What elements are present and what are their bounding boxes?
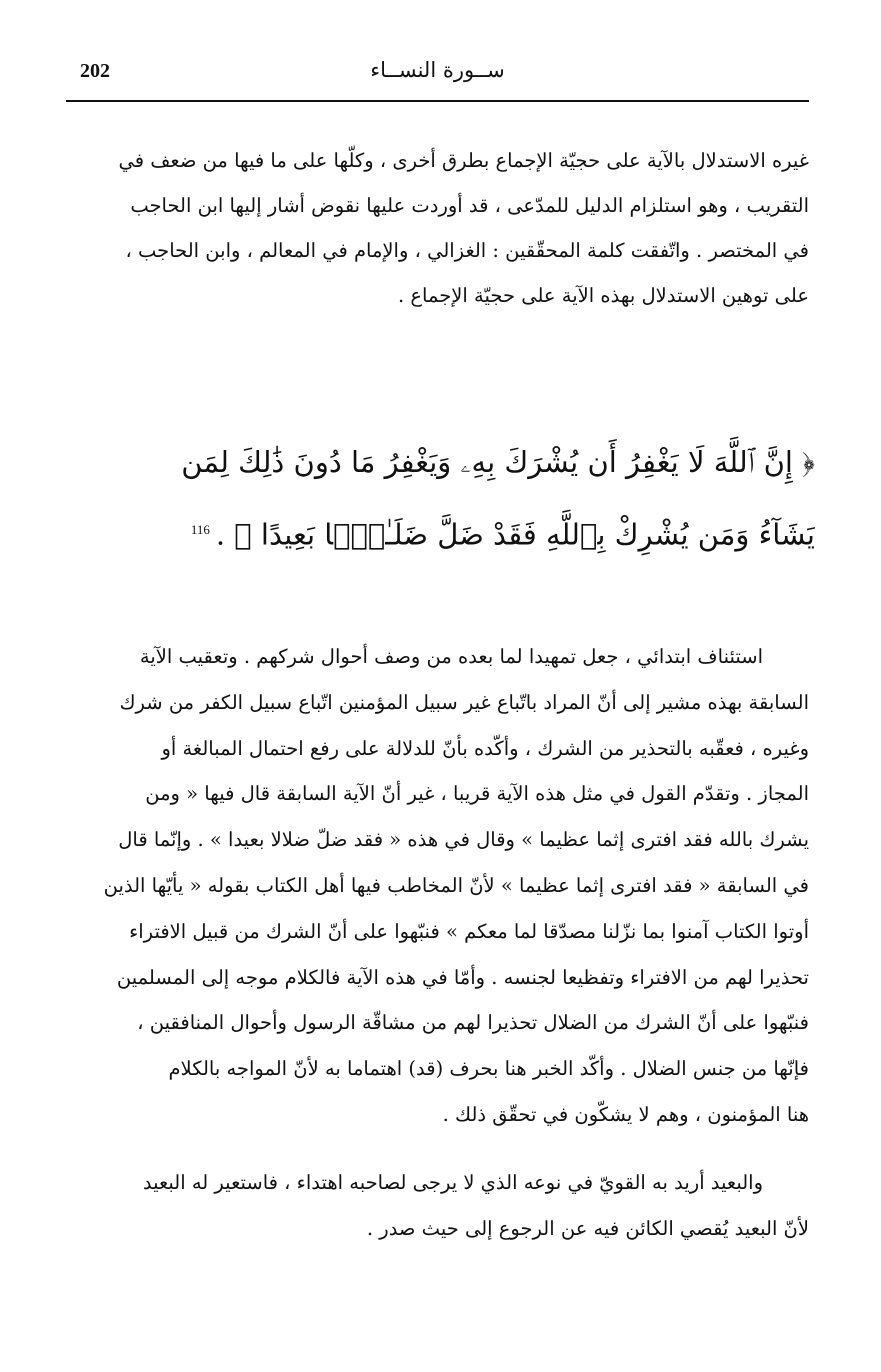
quran-verse — [60, 428, 815, 564]
paragraph-1 — [66, 138, 809, 318]
verse-line-2 — [60, 496, 815, 564]
text-line: التقريب ، وهو استلزام الدليل للمدّعى ، قد أوردت عليها نقوض أشار إليها ابن الحاجب — [130, 194, 809, 217]
paragraph-2 — [66, 634, 809, 1138]
page-number: 202 — [80, 60, 110, 82]
text-line: وغيره ، فعقّبه بالتحذير من الشرك ، وأكّده بأنّ للدلالة على رفع احتمال المبالغة أو — [161, 736, 809, 760]
text-line: المجاز . وتقدّم القول في مثل هذه الآية قريبا ، غير أنّ الآية السابقة قال فيها « ومن — [145, 782, 809, 806]
text-line: استئناف ابتدائي ، جعل تمهيدا لما بعده من وصف أحوال شركهم . وتعقيب الآية — [139, 645, 763, 668]
verse-number: 116 — [190, 522, 210, 537]
text-line: هنا المؤمنون ، وهم لا يشكّون في تحقّق ذلك . — [442, 1102, 809, 1126]
text-line: غيره الاستدلال بالآية على حجيّة الإجماع بطرق أخرى ، وكلّها على ما فيها من ضعف في — [118, 149, 809, 172]
verse-line-2-text: يَشَآءُ وَمَن يُشْرِكْ بِٱللَّهِ فَقَدْ ضَلَّ ضَلَـٰلًۢا بَعِيدًا ﴾ . — [215, 517, 815, 552]
page-header — [66, 52, 809, 102]
text-line: في السابقة « فقد افترى إثما عظيما » لأنّ المخاطب فيها أهل الكتاب بقوله « يأيّها الذين — [103, 873, 809, 897]
verse-line-1: ﴿ إِنَّ ٱللَّهَ لَا يَغْفِرُ أَن يُشْرَكَ بِهِۦ وَيَغْفِرُ مَا دُونَ ذَٰلِكَ لِمَن — [181, 445, 815, 479]
text-line: يشرك بالله فقد افترى إثما عظيما » وقال في هذه « فقد ضلّ ضلالا بعيدا » . وإنّما قال — [118, 828, 809, 852]
text-line: فإنّها من جنس الضلال . وأكّد الخبر هنا بحرف (قد) اهتماما به لأنّ المواجه بالكلام — [168, 1057, 809, 1081]
running-title: ســورة النســاء — [370, 58, 505, 82]
paragraph-3 — [66, 1160, 809, 1252]
text-line: على توهين الاستدلال بهذه الآية على حجيّة الإجماع . — [398, 284, 809, 307]
text-line: فنبّهوا على أنّ الشرك من الضلال تحذيرا لهم من مشاقّة الرسول وأحوال المنافقين ، — [137, 1011, 809, 1035]
text-line: في المختصر . واتّفقت كلمة المحقّقين : الغزالي ، والإمام في المعالم ، وابن الحاجب ، — [125, 239, 809, 262]
text-line: تحذيرا لهم من الافتراء وتفظيعا لجنسه . وأمّا في هذه الآية فالكلام موجه إلى المسلمين — [116, 965, 809, 989]
text-line: السابقة بهذه مشير إلى أنّ المراد باتّباع غير سبيل المؤمنين اتّباع سبيل الكفر من شرك — [119, 690, 809, 714]
text-line: لأنّ البعيد يُقصي الكائن فيه عن الرجوع إلى حيث صدر . — [366, 1217, 809, 1240]
text-line: أوتوا الكتاب آمنوا بما نزّلنا مصدّقا لما معكم » فنبّهوا على أنّ الشرك من قبيل الافتراء — [129, 919, 809, 943]
header-rule — [66, 100, 809, 102]
text-line: والبعيد أريد به القويّ في نوعه الذي لا يرجى لصاحبه اهتداء ، فاستعير له البعيد — [142, 1171, 763, 1194]
